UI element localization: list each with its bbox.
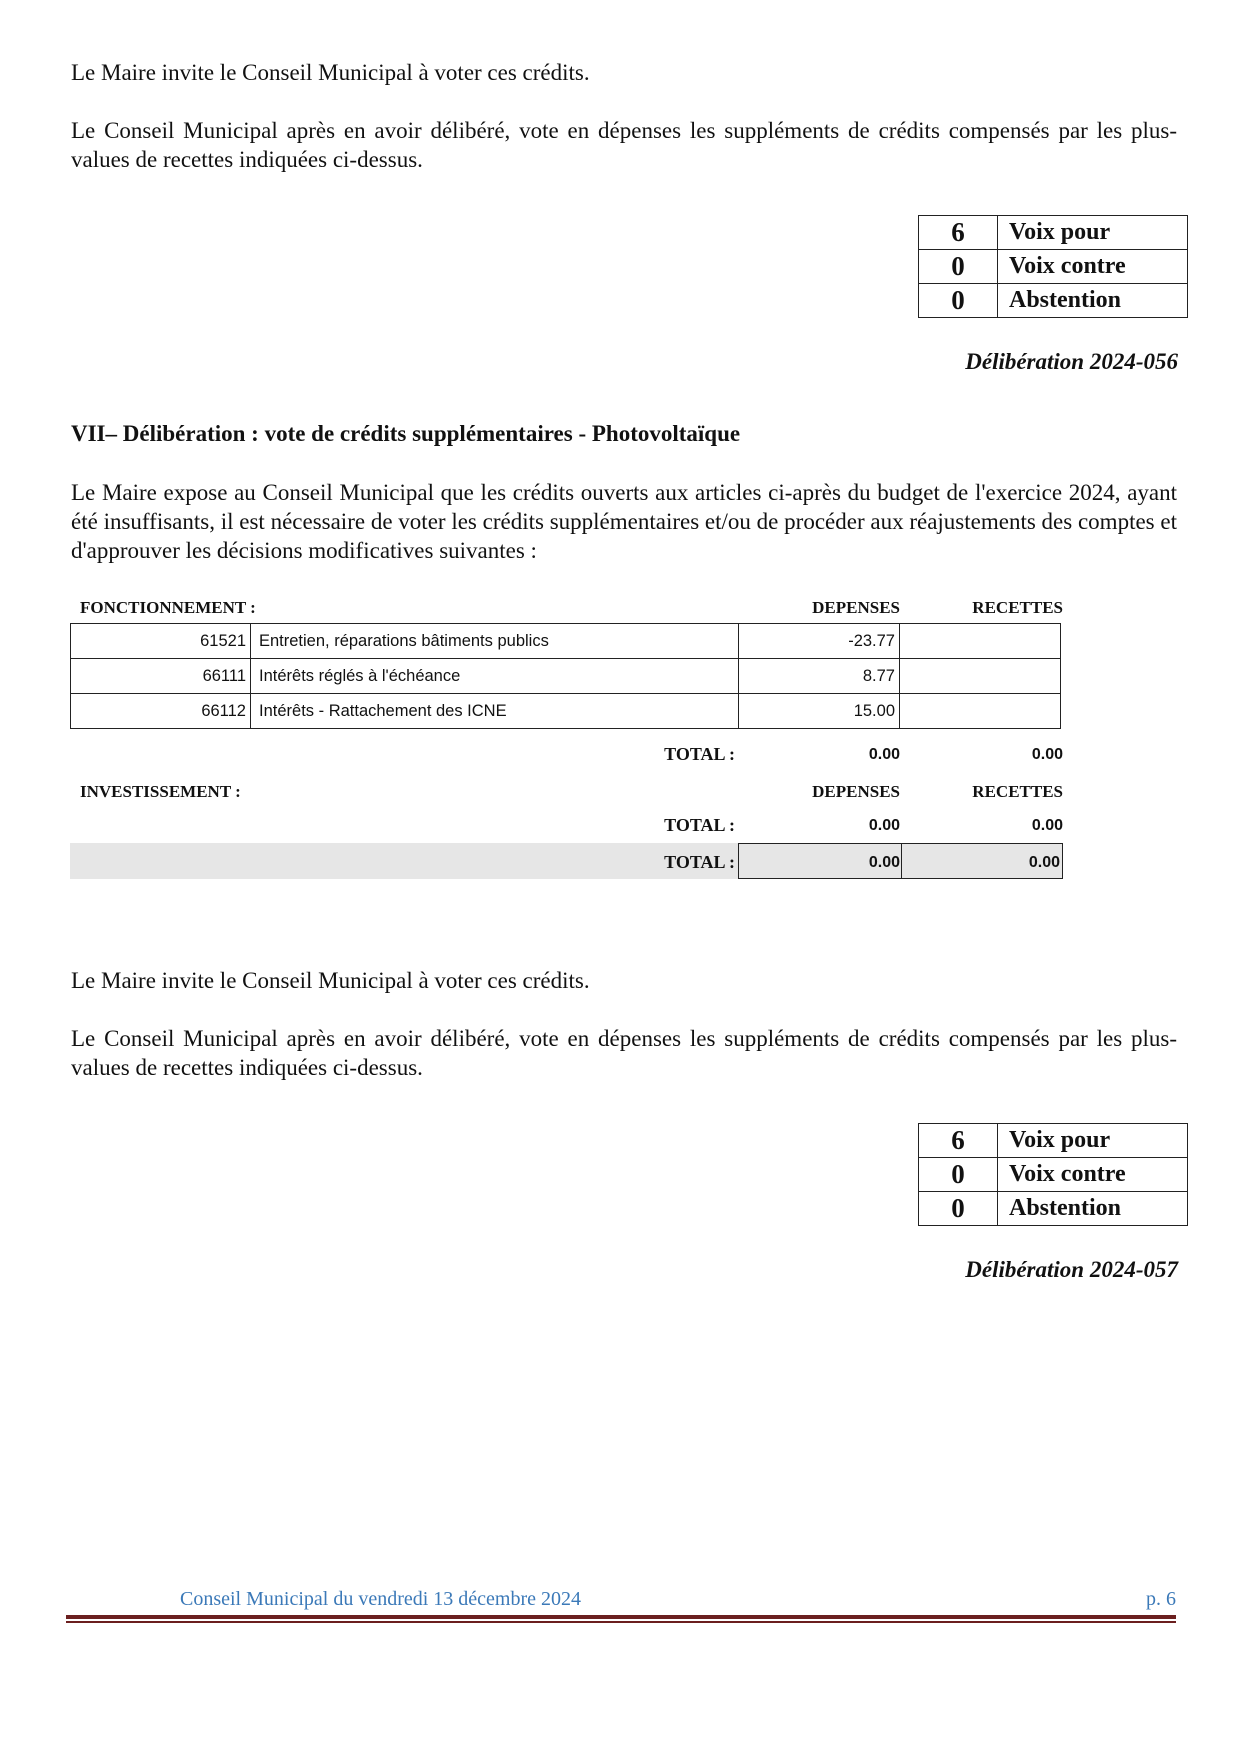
vote-count: 0 <box>919 1158 998 1192</box>
fonctionnement-total-label: TOTAL : <box>664 744 735 764</box>
footer-page-number: p. 6 <box>1146 1588 1176 1610</box>
account-label: Intérêts - Rattachement des ICNE <box>251 694 739 729</box>
vote-count: 0 <box>919 250 998 284</box>
vote-label: Voix pour <box>998 1124 1188 1158</box>
investissement-col-depenses: DEPENSES <box>812 782 900 801</box>
vote-label: Voix pour <box>998 216 1188 250</box>
table-row <box>71 694 1061 729</box>
vote-count: 6 <box>919 1124 998 1158</box>
fonctionnement-label: FONCTIONNEMENT : <box>80 598 256 617</box>
deliberation-number-2: Délibération 2024-057 <box>965 1257 1178 1282</box>
recettes-value <box>900 624 1061 659</box>
account-label: Intérêts réglés à l'échéance <box>251 659 739 694</box>
account-code: 66112 <box>71 694 251 729</box>
vote-row-abstention <box>919 1192 1188 1226</box>
account-code: 61521 <box>71 624 251 659</box>
vote-text-2: Le Conseil Municipal après en avoir délibéré, vote en dépenses les suppléments de crédits compensés par les plus-values de recettes indiquées ci-dessus. <box>71 1026 1177 1080</box>
deliberation-number-1: Délibération 2024-056 <box>965 349 1178 374</box>
grand-total-recettes: 0.00 <box>1028 854 1060 871</box>
account-code: 66111 <box>71 659 251 694</box>
depenses-value: -23.77 <box>739 624 900 659</box>
fonctionnement-total-recettes: 0.00 <box>1031 746 1063 763</box>
investissement-col-recettes: RECETTES <box>972 782 1063 801</box>
investissement-label: INVESTISSEMENT : <box>80 782 241 801</box>
vote-row-abstention <box>919 284 1188 318</box>
account-label: Entretien, réparations bâtiments publics <box>251 624 739 659</box>
recettes-value <box>900 659 1061 694</box>
investissement-total-label: TOTAL : <box>664 815 735 835</box>
investissement-total-recettes: 0.00 <box>1031 817 1063 834</box>
vote-count: 0 <box>919 1192 998 1226</box>
footer-rule <box>66 1615 1176 1619</box>
depenses-value: 8.77 <box>739 659 900 694</box>
grand-total-label: TOTAL : <box>664 852 735 872</box>
recettes-value <box>900 694 1061 729</box>
vote-row-pour <box>919 1124 1188 1158</box>
vote-row-pour <box>919 216 1188 250</box>
vote-label: Voix contre <box>998 1158 1188 1192</box>
vote-label: Abstention <box>998 1192 1188 1226</box>
investissement-total-depenses: 0.00 <box>868 817 900 834</box>
grand-total-depenses: 0.00 <box>868 854 900 871</box>
section-intro: Le Maire expose au Conseil Municipal que les crédits ouverts aux articles ci-après du budget de l'exercice 2024, ayant été insuffisants, il est nécessaire de voter les crédits supplémentaires et/ou de procéder aux réajustements des comptes et d'approuver les décisions modificatives suivantes : <box>71 480 1177 563</box>
vote-text-1: Le Conseil Municipal après en avoir délibéré, vote en dépenses les suppléments de crédits compensés par les plus-values de recettes indiquées ci-dessus. <box>71 118 1177 172</box>
vote-count: 6 <box>919 216 998 250</box>
fonctionnement-col-recettes: RECETTES <box>972 598 1063 617</box>
table-row <box>71 624 1061 659</box>
vote-label: Abstention <box>998 284 1188 318</box>
footer-rule-thin <box>66 1621 1176 1623</box>
vote-table-2 <box>918 1123 1188 1226</box>
vote-table-1 <box>918 215 1188 318</box>
footer-title: Conseil Municipal du vendredi 13 décembre 2024 <box>180 1588 582 1610</box>
invite-text-2: Le Maire invite le Conseil Municipal à voter ces crédits. <box>71 968 590 993</box>
fonctionnement-table <box>70 623 1061 729</box>
vote-row-contre <box>919 250 1188 284</box>
fonctionnement-total-depenses: 0.00 <box>868 746 900 763</box>
vote-count: 0 <box>919 284 998 318</box>
vote-label: Voix contre <box>998 250 1188 284</box>
section-heading: VII– Délibération : vote de crédits supplémentaires - Photovoltaïque <box>71 421 741 446</box>
table-row <box>71 659 1061 694</box>
invite-text-1: Le Maire invite le Conseil Municipal à voter ces crédits. <box>71 60 590 85</box>
fonctionnement-col-depenses: DEPENSES <box>812 598 900 617</box>
vote-row-contre <box>919 1158 1188 1192</box>
depenses-value: 15.00 <box>739 694 900 729</box>
